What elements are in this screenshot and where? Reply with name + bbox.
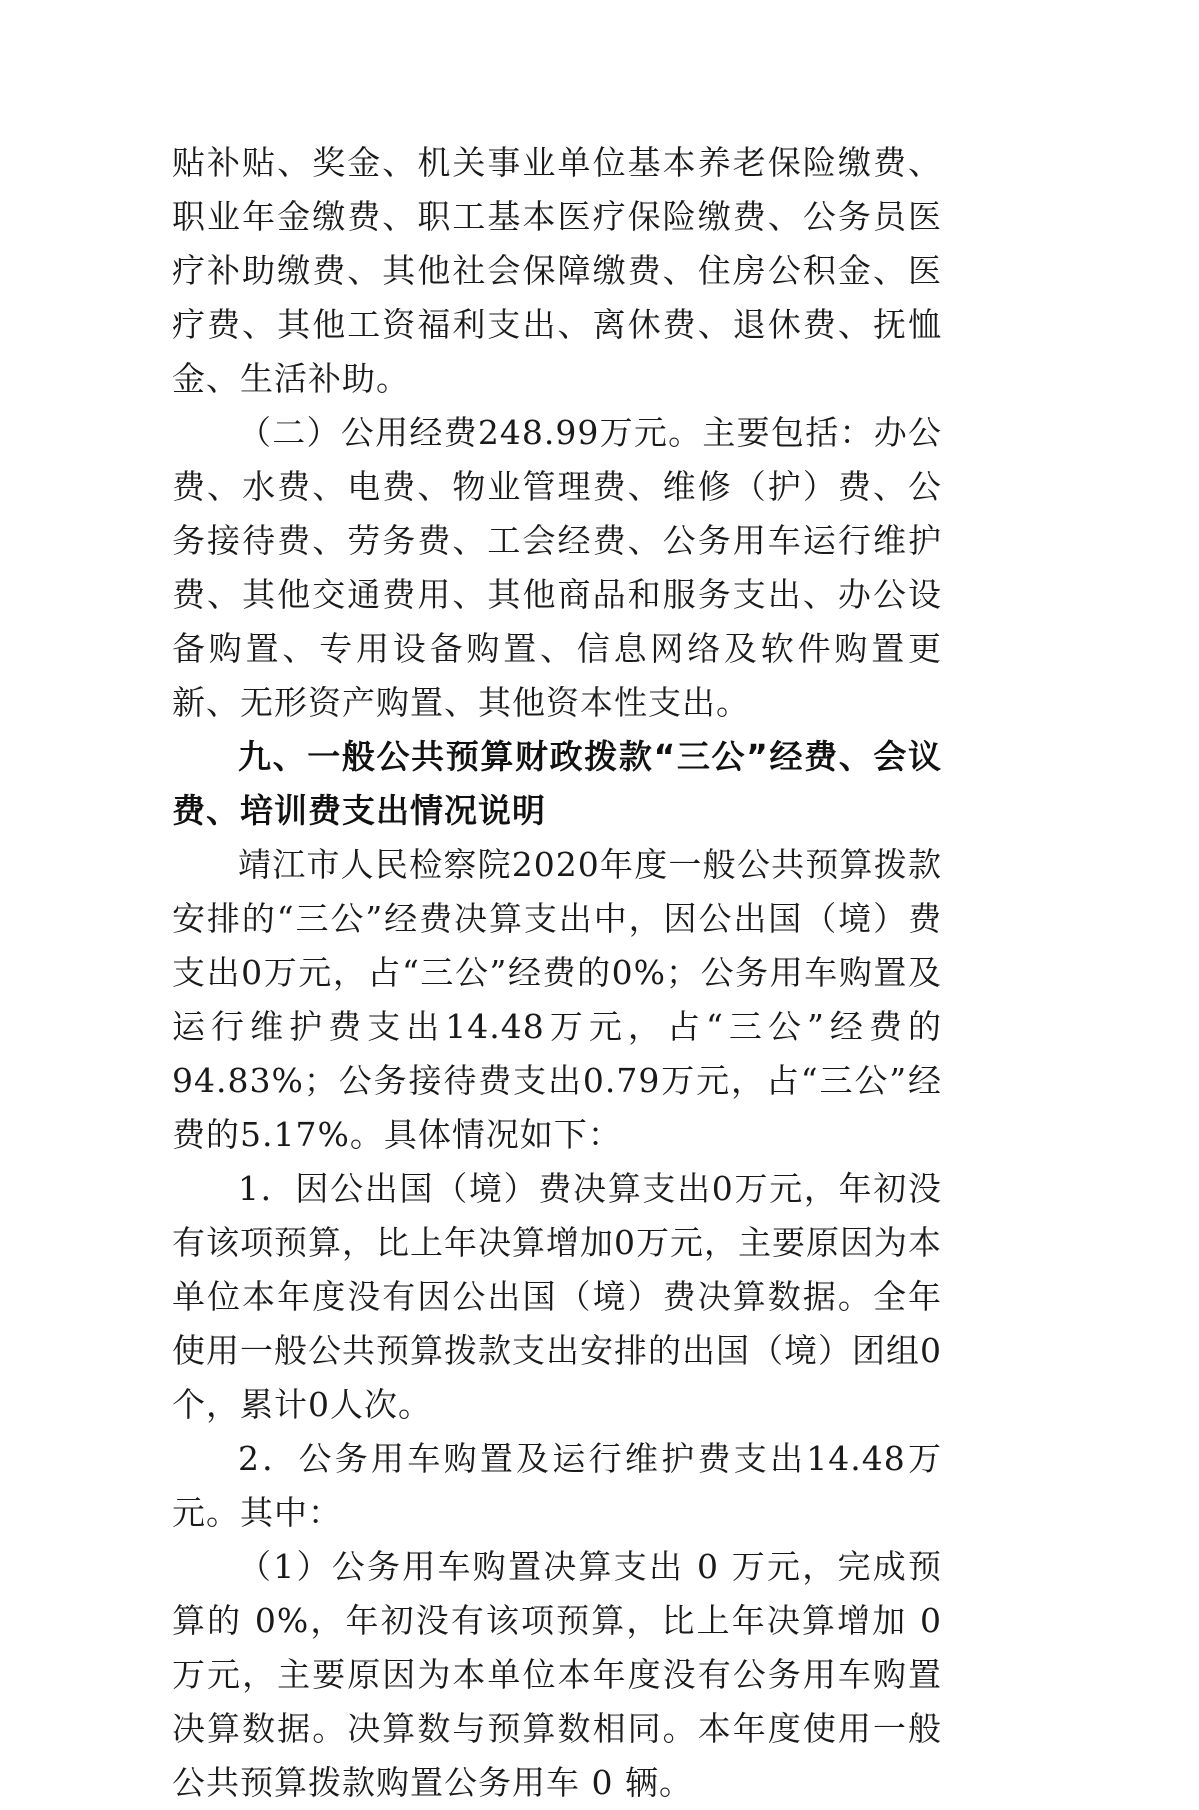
document-body	[172, 136, 942, 1810]
paragraph-overseas-travel: 1．因公出国（境）费决算支出0万元，年初没有该项预算，比上年决算增加0万元，主要原因为本单位本年度没有因公出国（境）费决算数据。全年使用一般公共预算拨款支出安排的出国（境）团组0个，累计0人次。	[172, 1169, 942, 1424]
paragraph-vehicle-expenses: 2．公务用车购置及运行维护费支出14.48万元。其中：	[172, 1439, 942, 1532]
paragraph-vehicle-purchase: （1）公务用车购置决算支出 0 万元，完成预算的 0%，年初没有该项预算，比上年决算增加 0 万元，主要原因为本单位本年度没有公务用车购置决算数据。决算数与预算数相同。本年度使用一般公共预算拨款购置公务用车 0 辆。	[172, 1547, 942, 1802]
section-heading-three-public-expenses: 九、一般公共预算财政拨款“三公”经费、会议费、培训费支出情况说明	[172, 737, 942, 830]
paragraph-personnel-expenses-continued: 贴补贴、奖金、机关事业单位基本养老保险缴费、职业年金缴费、职工基本医疗保险缴费、公务员医疗补助缴费、其他社会保障缴费、住房公积金、医疗费、其他工资福利支出、离休费、退休费、抚恤金、生活补助。	[172, 143, 942, 398]
paragraph-three-public-overview: 靖江市人民检察院2020年度一般公共预算拨款安排的“三公”经费决算支出中，因公出国（境）费支出0万元，占“三公”经费的0%；公务用车购置及运行维护费支出14.48万元，占“三公”经费的94.83%；公务接待费支出0.79万元，占“三公”经费的5.17%。具体情况如下：	[172, 845, 942, 1154]
paragraph-public-funds: （二）公用经费248.99万元。主要包括：办公费、水费、电费、物业管理费、维修（护）费、公务接待费、劳务费、工会经费、公务用车运行维护费、其他交通费用、其他商品和服务支出、办公设备购置、专用设备购置、信息网络及软件购置更新、无形资产购置、其他资本性支出。	[172, 413, 942, 722]
